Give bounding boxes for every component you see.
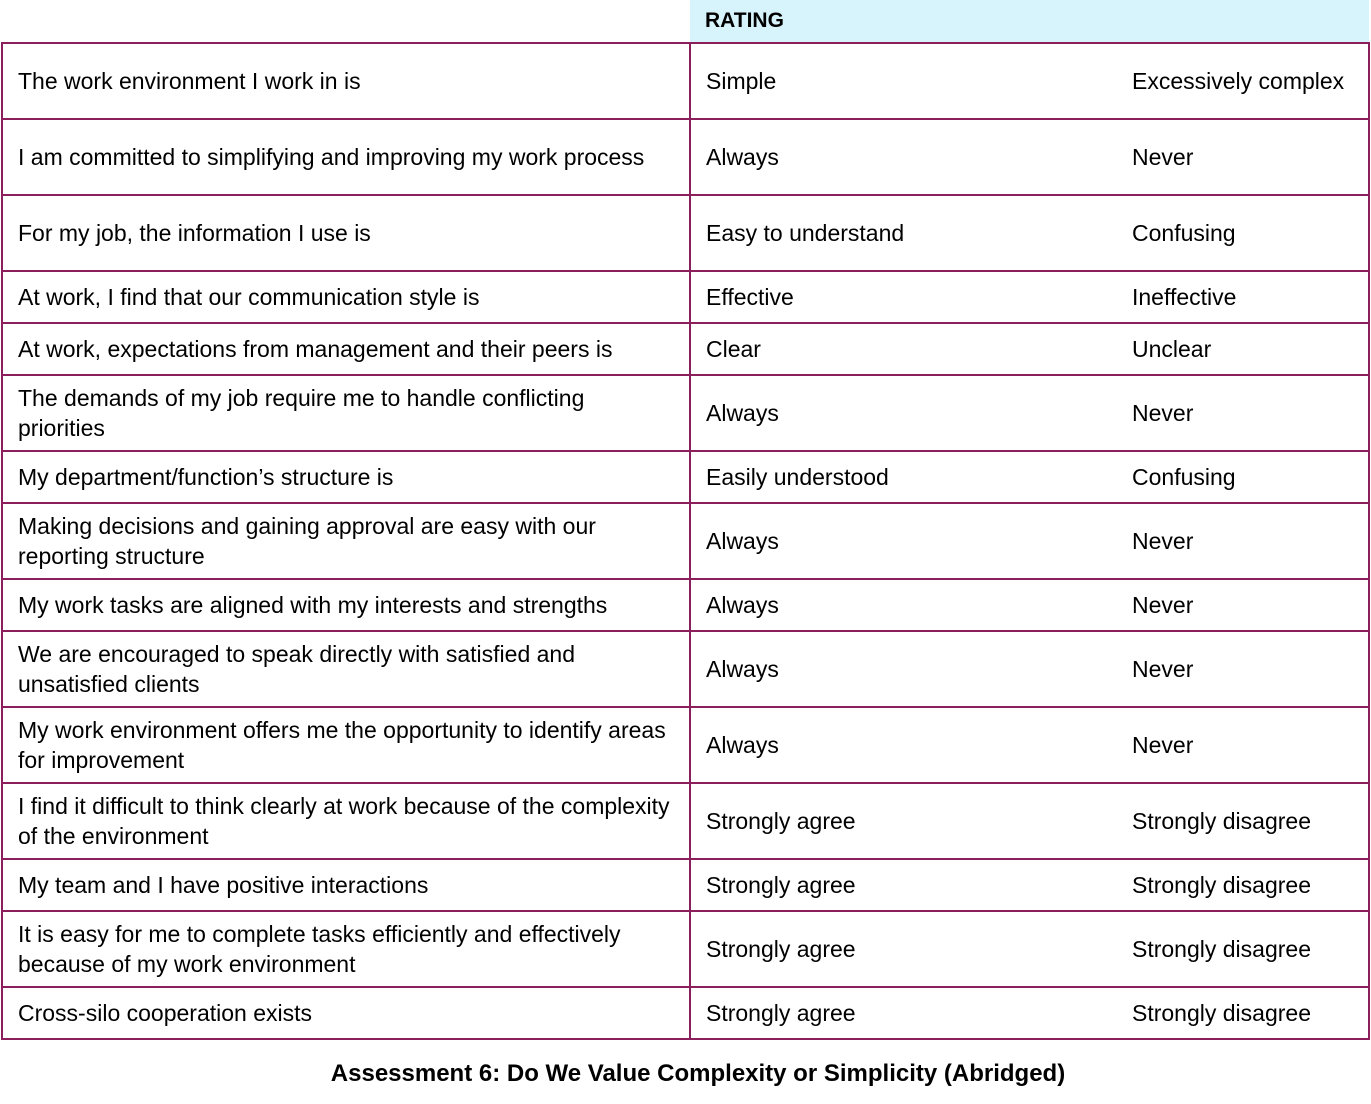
rating-low-cell: Always (690, 119, 1117, 195)
rating-high-cell: Never (1117, 503, 1369, 579)
statement-cell: The work environment I work in is (2, 43, 690, 119)
statement-cell: My team and I have positive interactions (2, 859, 690, 911)
rating-low-cell: Strongly agree (690, 783, 1117, 859)
table-body (2, 43, 1369, 1039)
table-row (2, 119, 1369, 195)
assessment-table (1, 0, 1370, 1040)
statement-cell: Making decisions and gaining approval are easy with our reporting structure (2, 503, 690, 579)
statement-cell: I am committed to simplifying and improving my work process (2, 119, 690, 195)
table-row (2, 503, 1369, 579)
table-row (2, 271, 1369, 323)
statement-cell: My work environment offers me the opportunity to identify areas for improvement (2, 707, 690, 783)
rating-low-cell: Easily understood (690, 451, 1117, 503)
rating-low-cell: Always (690, 579, 1117, 631)
rating-high-cell: Excessively complex (1117, 43, 1369, 119)
table-row (2, 323, 1369, 375)
rating-low-cell: Always (690, 631, 1117, 707)
rating-high-cell: Never (1117, 707, 1369, 783)
statement-cell: At work, expectations from management and their peers is (2, 323, 690, 375)
rating-low-cell: Easy to understand (690, 195, 1117, 271)
rating-high-cell: Strongly disagree (1117, 859, 1369, 911)
rating-high-cell: Never (1117, 375, 1369, 451)
table-row (2, 375, 1369, 451)
table-row (2, 987, 1369, 1039)
statement-cell: My work tasks are aligned with my interests and strengths (2, 579, 690, 631)
statement-cell: I find it difficult to think clearly at work because of the complexity of the environment (2, 783, 690, 859)
statement-cell: At work, I find that our communication style is (2, 271, 690, 323)
statement-cell: Cross-silo cooperation exists (2, 987, 690, 1039)
table-row (2, 911, 1369, 987)
table-row (2, 783, 1369, 859)
table-header-row (2, 0, 1369, 43)
table-row (2, 451, 1369, 503)
statement-cell: We are encouraged to speak directly with satisfied and unsatisfied clients (2, 631, 690, 707)
rating-high-cell: Never (1117, 631, 1369, 707)
table-row (2, 859, 1369, 911)
rating-high-cell: Never (1117, 579, 1369, 631)
rating-header: RATING (690, 0, 1369, 43)
table-row (2, 195, 1369, 271)
table-row (2, 43, 1369, 119)
rating-low-cell: Strongly agree (690, 987, 1117, 1039)
statement-cell: It is easy for me to complete tasks efficiently and effectively because of my work environment (2, 911, 690, 987)
rating-low-cell: Effective (690, 271, 1117, 323)
rating-low-cell: Clear (690, 323, 1117, 375)
statement-cell: The demands of my job require me to handle conflicting priorities (2, 375, 690, 451)
rating-low-cell: Always (690, 503, 1117, 579)
rating-high-cell: Ineffective (1117, 271, 1369, 323)
rating-low-cell: Strongly agree (690, 911, 1117, 987)
rating-high-cell: Unclear (1117, 323, 1369, 375)
rating-high-cell: Strongly disagree (1117, 987, 1369, 1039)
assessment-caption: Assessment 6: Do We Value Complexity or Simplicity (Abridged) (330, 1060, 1066, 1087)
rating-high-cell: Confusing (1117, 195, 1369, 271)
rating-low-cell: Always (690, 707, 1117, 783)
rating-low-cell: Simple (690, 43, 1117, 119)
rating-low-cell: Strongly agree (690, 859, 1117, 911)
rating-high-cell: Strongly disagree (1117, 783, 1369, 859)
rating-high-cell: Never (1117, 119, 1369, 195)
rating-high-cell: Confusing (1117, 451, 1369, 503)
table-row (2, 631, 1369, 707)
table-row (2, 579, 1369, 631)
table-row (2, 707, 1369, 783)
statement-cell: My department/function’s structure is (2, 451, 690, 503)
statement-cell: For my job, the information I use is (2, 195, 690, 271)
rating-high-cell: Strongly disagree (1117, 911, 1369, 987)
rating-low-cell: Always (690, 375, 1117, 451)
statement-header (2, 0, 690, 43)
